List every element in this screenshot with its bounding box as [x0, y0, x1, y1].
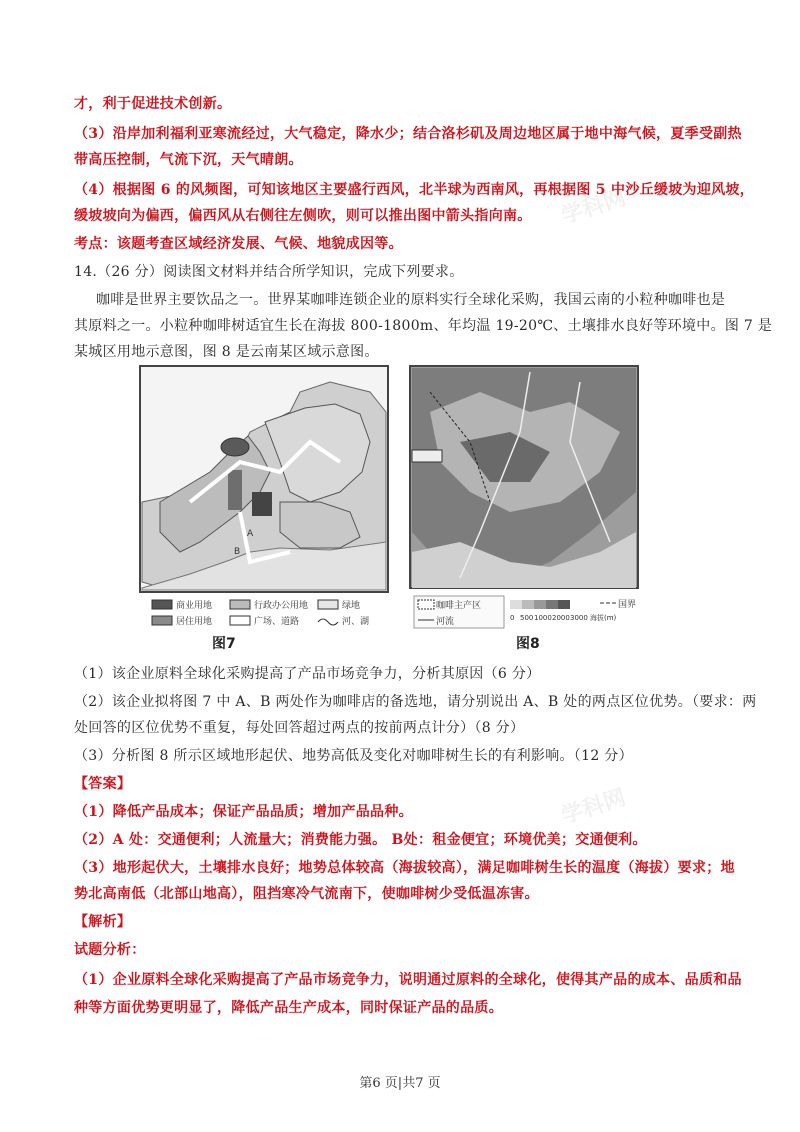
- figure-7-title: 图7: [212, 636, 236, 652]
- prev-answer-line: （3）沿岸加利福利亚寒流经过，大气稳定，降水少；结合洛杉矶及周边地区属于地中海气候，夏季受副热: [74, 126, 742, 142]
- figure-8-map: [410, 366, 638, 588]
- sub-question: （3）分析图 8 所示区域地形起伏、地势高低及变化对咖啡树生长的有利影响。（12 分）: [74, 748, 633, 764]
- prev-answer-line: 才，利于促进技术创新。: [74, 96, 232, 112]
- answer-line: （3）地形起伏大，土壤排水良好；地势总体较高（海拔较高），满足咖啡树生长的温度（海拔）要求；地: [74, 860, 735, 876]
- figure-8-legend: [414, 596, 636, 628]
- figure-8-scale-tick: 500: [520, 614, 534, 622]
- figure-7-legend-item: 绿地: [342, 601, 361, 611]
- analysis-line: （1）企业原料全球化采购提高了产品市场竞争力，说明通过原料的全球化，使得其产品的成本、品质和品: [74, 972, 742, 988]
- question-paragraph: 咖啡是世界主要饮品之一。世界某咖啡连锁企业的原料实行全球化采购，我国云南的小粒种咖啡也是: [96, 292, 726, 308]
- analysis-subheading: 试题分析：: [74, 942, 146, 958]
- prev-answer-line: 带高压控制，气流下沉，天气晴朗。: [74, 152, 303, 168]
- figure-8-scale-tick: 1000: [534, 614, 552, 622]
- watermark: 学科网: [558, 785, 629, 830]
- figure-8-legend-item: 国界: [618, 600, 637, 610]
- figure-7-legend: [152, 599, 369, 627]
- page-number: 第6 页|共7 页: [359, 1076, 441, 1091]
- figure-7-legend-item: 商业用地: [176, 601, 213, 611]
- figure-8-title: 图8: [516, 636, 540, 652]
- figure-7-legend-item: 行政办公用地: [254, 601, 309, 611]
- sub-question: （1）该企业原料全球化采购提高了产品市场竞争力，分析其原因（6 分）: [74, 666, 541, 682]
- question-paragraph: 其原料之一。小粒种咖啡树适宜生长在海拔 800-1800m、年均温 19-20℃、土壤排水良好等环境中。图 7 是: [74, 318, 773, 334]
- question-header: 14.（26 分）阅读图文材料并结合所学知识，完成下列要求。: [74, 264, 464, 280]
- sub-question: （2）该企业拟将图 7 中 A、B 两处作为咖啡店的备选地，请分别说出 A、B 处的两点区位优势。（要求：两: [74, 694, 757, 710]
- figure-8-scale-tick: 0: [510, 614, 515, 622]
- figure-8-scale-tick: 3000: [570, 614, 588, 622]
- figure-7-map: [140, 366, 388, 592]
- figure-7-label-a: A: [247, 529, 254, 539]
- figure-7-legend-item: 广场、道路: [254, 617, 300, 627]
- analysis-heading: 【解析】: [74, 914, 132, 930]
- figure-8-legend-item: 海拔(m): [590, 614, 617, 622]
- figure-8-legend-item: 咖啡主产区: [436, 601, 482, 611]
- prev-answer-line: 缓坡坡向为偏西，偏西风从右侧往左侧吹，则可以推出图中箭头指向南。: [74, 208, 532, 224]
- figure-7-legend-item: 河、湖: [342, 617, 370, 627]
- question-paragraph: 某城区用地示意图，图 8 是云南某区域示意图。: [74, 344, 379, 360]
- figure-7-label-b: B: [234, 547, 241, 557]
- answer-line: （1）降低产品成本；保证产品品质；增加产品品种。: [74, 804, 413, 820]
- sub-question: 处回答的区位优势不重复，每处回答超过两点的按前两点计分）（8 分）: [74, 720, 525, 736]
- prev-answer-line: （4）根据图 6 的风频图，可知该地区主要盛行西风，北半球为西南风，再根据图 5 中沙丘缓坡为迎风坡，: [74, 182, 755, 198]
- answer-line: （2）A 处：交通便利；人流量大；消费能力强。 B处：租金便宜；环境优美；交通便利。: [74, 832, 647, 848]
- answer-heading: 【答案】: [74, 776, 132, 792]
- answer-line: 势北高南低（北部山地高），阻挡寒冷气流南下，使咖啡树少受低温冻害。: [74, 886, 539, 902]
- figure-8-legend-item: 河流: [436, 617, 455, 627]
- watermark: 学科网: [558, 185, 629, 230]
- figures-7-8: [130, 352, 660, 652]
- analysis-line: 种等方面优势更明显了，降低产品生产成本，同时保证产品的品质。: [74, 1000, 503, 1016]
- figure-7-legend-item: 居住用地: [176, 617, 213, 627]
- figure-8-scale-tick: 2000: [552, 614, 570, 622]
- prev-answer-line: 考点：该题考查区域经济发展、气候、地貌成因等。: [74, 236, 403, 252]
